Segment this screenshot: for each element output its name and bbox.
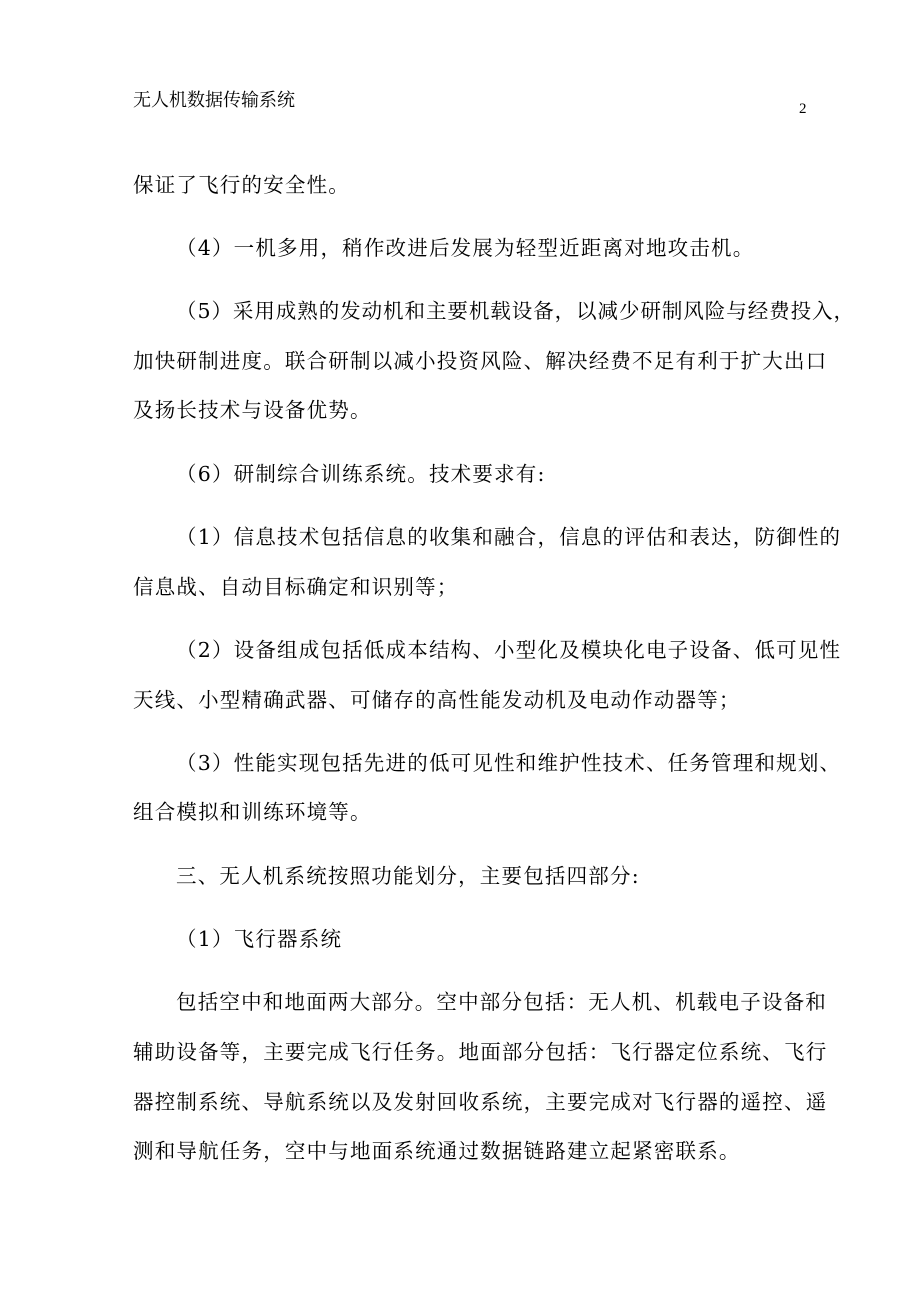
text-line: 加快研制进度。联合研制以减小投资风险、解决经费不足有利于扩大出口 bbox=[133, 349, 828, 373]
text-line: 保证了飞行的安全性。 bbox=[133, 173, 350, 197]
text-line: 辅助设备等，主要完成飞行任务。地面部分包括：飞行器定位系统、飞行 bbox=[133, 1040, 828, 1064]
text-line: （5）采用成熟的发动机和主要机载设备，以减少研制风险与经费投入， bbox=[176, 299, 855, 323]
text-line: （4）一机多用，稍作改进后发展为轻型近距离对地攻击机。 bbox=[176, 236, 755, 260]
text-line: 器控制系统、导航系统以及发射回收系统，主要完成对飞行器的遥控、遥 bbox=[133, 1090, 828, 1114]
text-line: （1）信息技术包括信息的收集和融合，信息的评估和表达，防御性的 bbox=[176, 525, 842, 549]
text-line: 及扬长技术与设备优势。 bbox=[133, 398, 372, 422]
text-line: （2）设备组成包括低成本结构、小型化及模块化电子设备、低可见性 bbox=[176, 638, 842, 662]
text-line: 信息战、自动目标确定和识别等； bbox=[133, 575, 459, 599]
text-line: （1）飞行器系统 bbox=[176, 927, 343, 951]
text-line: 天线、小型精确武器、可储存的高性能发动机及电动作动器等； bbox=[133, 688, 741, 712]
text-line: （6）研制综合训练系统。技术要求有: bbox=[176, 462, 546, 486]
page-number: 2 bbox=[799, 101, 807, 117]
text-line: 组合模拟和训练环境等。 bbox=[133, 800, 372, 824]
text-line: 包括空中和地面两大部分。空中部分包括：无人机、机载电子设备和 bbox=[176, 990, 827, 1014]
text-line: 测和导航任务，空中与地面系统通过数据链路建立起紧密联系。 bbox=[133, 1139, 741, 1163]
running-header-title: 无人机数据传输系统 bbox=[133, 90, 295, 111]
text-line: 三、无人机系统按照功能划分，主要包括四部分: bbox=[176, 864, 640, 888]
text-line: （3）性能实现包括先进的低可见性和维护性技术、任务管理和规划、 bbox=[176, 751, 842, 775]
